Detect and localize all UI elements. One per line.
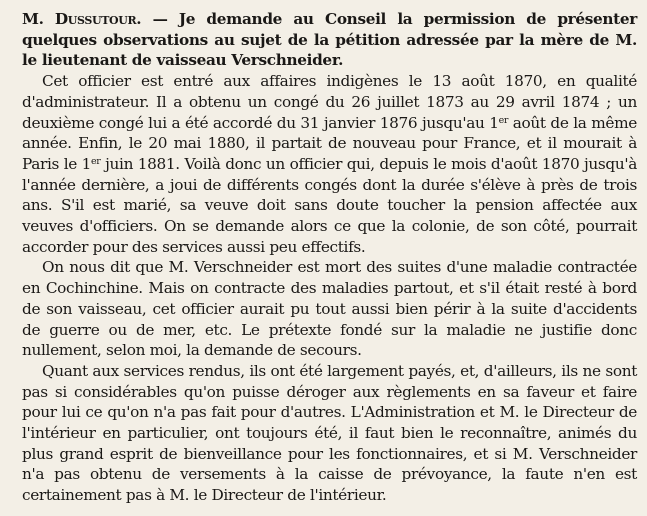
paragraph-3-text: On nous dit que M. Verschneider est mort des suites d'une maladie contractée en Cochinchine. Mais on contracte des maladies partout, et s'il était resté à bord de son vaisseau, cet officier aurait pu tout aussi bien périr à la suite d'accidents de guerre ou de mer, etc. Le prétexte fondé sur la maladie ne justifie donc nullement, selon moi, la demande de secours. xyxy=(22,258,637,360)
document-body xyxy=(22,9,637,506)
speaker-name: M. Dussutour. xyxy=(22,10,142,28)
paragraph-2-text-a: Cet officier est entré aux affaires indigènes le 13 août 1870, en qualité d'administrateur. Il a obtenu un congé du 26 juillet 1873 au 29 avril 1874 ; un deuxième congé lui a été accordé du 31 janvier 1876 jusqu'au 1 xyxy=(22,72,637,132)
paragraph-1 xyxy=(22,9,637,71)
paragraph-2 xyxy=(22,71,637,257)
ordinal-superscript: er xyxy=(91,155,101,167)
paragraph-3 xyxy=(22,257,637,361)
paragraph-4 xyxy=(22,361,637,506)
paragraph-1-text: — Je demande au Conseil la permission de présenter quelques observations au sujet de la pétition adressée par la mère de M. le lieutenant de vaisseau Verschneider. xyxy=(22,10,637,70)
ordinal-superscript: er xyxy=(498,114,509,126)
paragraph-2-text-b: août de la même année. Enfin, le 20 mai 1880, il partait de nouveau pour France, et il mourait à Paris le 1 xyxy=(22,113,637,173)
paragraph-4-text: Quant aux services rendus, ils ont été largement payés, et, d'ailleurs, ils ne sont pas si considérables qu'on puisse déroger aux règlements en sa faveur et faire pour lui ce qu'on n'a pas fait pour d'autres. L'Administration et M. le Directeur de l'intérieur en particulier, ont toujours été, il faut bien le reconnaître, animés du plus grand esprit de bienveillance pour les fonctionnaires, et si M. Verschneider n'a pas obtenu de versements à la caisse de prévoyance, la faute n'en est certainement pas à M. le Directeur de l'intérieur. xyxy=(22,361,637,505)
paragraph-2-text-c: juin 1881. Voilà donc un officier qui, depuis le mois d'août 1870 jusqu'à l'année dernière, a joui de différents congés dont la durée s'élève à près de trois ans. S'il est marié, sa veuve doit sans doute toucher la pension affectée aux veuves d'officiers. On se demande alors ce que la colonie, de son côté, pourrait accorder pour des services aussi peu effectifs. xyxy=(22,154,637,256)
